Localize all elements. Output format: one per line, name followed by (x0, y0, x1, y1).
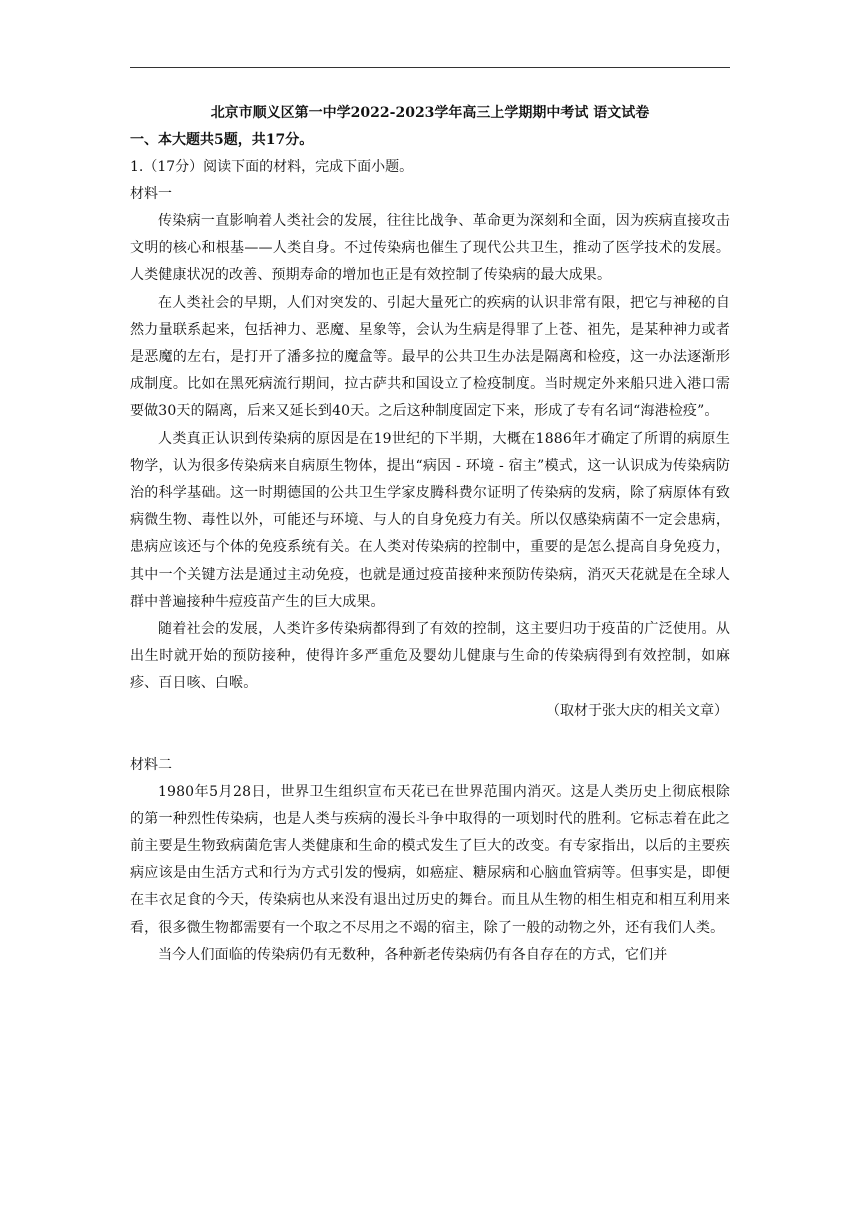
document-title: 北京市顺义区第一中学2022-2023学年高三上学期期中考试 语文试卷 (210, 105, 650, 121)
material-two-paragraph: 当今人们面临的传染病仍有无数种，各种新老传染病仍有各自存在的方式，它们并 (158, 946, 668, 963)
material-two-paragraph: 1980年5月28日，世界卫生组织宣布天花已在世界范围内消灭。这是人类历史上彻底根除的第一种烈性传染病，也是人类与疾病的漫长斗争中取得的一项划时代的胜利。它标志着在此之前主要是生物致病菌危害人类健康和生命的模式发生了巨大的改变。有专家指出，以后的主要疾病应该是由生活方式和行为方式引发的慢病，如癌症、糖尿病和心脑血管病等。但事实是，即便在丰衣足食的今天，传染病也从来没有退出过历史的舞台。而且从生物的相生相克和相互利用来看，很多微生物都需要有一个取之不尽用之不竭的宿主，除了一般的动物之外，还有我们人类。 (130, 783, 730, 936)
material-one-paragraph: 人类真正认识到传染病的原因是在19世纪的下半期，大概在1886年才确定了所谓的病原生物学，认为很多传染病来自病原生物体，提出“病因 - 环境 - 宿主”模式，这一认识成为传染病防治的科学基础。这一时期德国的公共卫生学家皮腾科费尔证明了传染病的发病，除了病原体有致病微生物、毒性以外，可能还与环境、与人的自身免疫力有关。所以仅感染病菌不一定会患病，患病应该还与个体的免疫系统有关。在人类对传染病的控制中，重要的是怎么提高自身免疫力，其中一个关键方法是通过主动免疫，也就是通过疫苗接种来预防传染病，消灭天花就是在全球人群中普遍接种牛痘疫苗产生的巨大成果。 (130, 430, 730, 610)
material-one-source: （取材于张大庆的相关文章） (546, 702, 728, 719)
header-rule (130, 67, 730, 68)
material-one-paragraph: 随着社会的发展，人类许多传染病都得到了有效的控制，这主要归功于疫苗的广泛使用。从出生时就开始的预防接种，使得许多严重危及婴幼儿健康与生命的传染病得到有效控制，如麻疹、百日咳、白喉。 (130, 621, 730, 692)
document-body (130, 100, 730, 969)
material-one-paragraph: 传染病一直影响着人类社会的发展，往往比战争、革命更为深刻和全面，因为疾病直接攻击文明的核心和根基——人类自身。不过传染病也催生了现代公共卫生，推动了医学技术的发展。人类健康状况的改善、预期寿命的增加也正是有效控制了传染病的最大成果。 (130, 213, 730, 284)
material-one-label: 材料一 (130, 186, 172, 202)
section-heading: 一、本大题共5题，共17分。 (130, 132, 314, 148)
material-one-paragraph: 在人类社会的早期，人们对突发的、引起大量死亡的疾病的认识非常有限，把它与神秘的自然力量联系起来，包括神力、恶魔、星象等，会认为生病是得罪了上苍、祖先，是某种神力或者是恶魔的左右，是打开了潘多拉的魔盒等。最早的公共卫生办法是隔离和检疫，这一办法逐渐形成制度。比如在黑死病流行期间，拉古萨共和国设立了检疫制度。当时规定外来船只进入港口需要做30天的隔离，后来又延长到40天。之后这种制度固定下来，形成了专有名词“海港检疫”。 (130, 294, 730, 420)
spacer (130, 725, 730, 752)
material-two-label: 材料二 (130, 756, 172, 773)
question-line: 1.（17分）阅读下面的材料，完成下面小题。 (130, 159, 414, 175)
